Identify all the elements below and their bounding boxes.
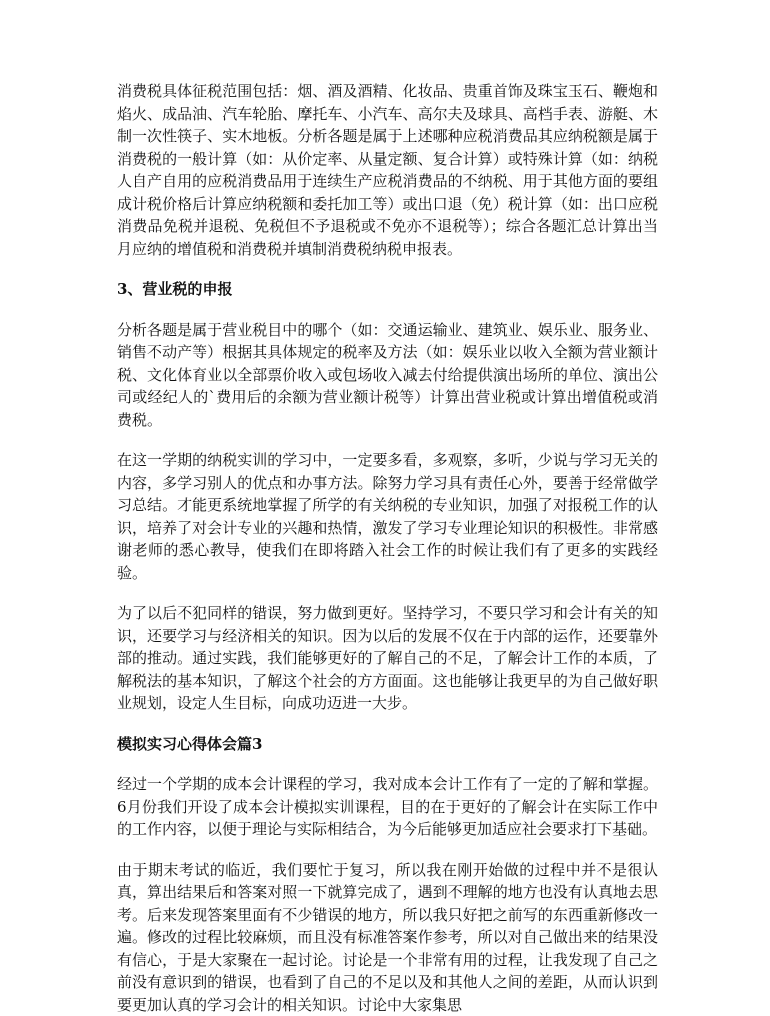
paragraph-exam-review-discussion: 由于期末考试的临近，我们要忙于复习，所以我在刚开始做的过程中并不是很认真，算出结果后和答案对照一下就算完成了，遇到不理解的地方也没有认真地去思考。后来发现答案里面有不少错误的地方，所以我只好把之前写的东西重新修改一遍。修改的过程比较麻烦，而且没有标准答案作参考，所以对自己做出来的结果没有信心，于是大家聚在一起讨论。讨论是一个非常有用的过程，让我发现了自己之前没有意识到的错误，也看到了自己的不足以及和其他人之间的差距，从而认识到要更加认真的学习会计的相关知识。讨论中大家集思 (117, 859, 658, 1016)
heading-business-tax-declaration: 3、营业税的申报 (117, 278, 658, 301)
heading-internship-reflection-3: 模拟实习心得体会篇3 (117, 733, 658, 756)
paragraph-consumption-tax-scope: 消费税具体征税范围包括：烟、酒及酒精、化妆品、贵重首饰及珠宝玉石、鞭炮和焰火、成品油、汽车轮胎、摩托车、小汽车、高尔夫及球具、高档手表、游艇、木制一次性筷子、实木地板。分析各题是属于上述哪种应税消费品其应纳税额是属于消费税的一般计算（如：从价定率、从量定额、复合计算）或特殊计算（如：纳税人自产自用的应税消费品用于连续生产应税消费品的不纳税、用于其他方面的要组成计税价格后计算应纳税额和委托加工等）或出口退（免）税计算（如：出口应税消费品免税并退税、免税但不予退税或不免亦不退税等）；综合各题汇总计算出当月应纳的增值税和消费税并填制消费税纳税申报表。 (117, 80, 658, 260)
paragraph-cost-accounting-course: 经过一个学期的成本会计课程的学习，我对成本会计工作有了一定的了解和掌握。6月份我们开设了成本会计模拟实训课程，目的在于更好的了解会计在实际工作中的工作内容，以便于理论与实际相结合，为今后能够更加适应社会要求打下基础。 (117, 773, 658, 841)
paragraph-future-learning: 为了以后不犯同样的错误，努力做到更好。坚持学习，不要只学习和会计有关的知识，还要学习与经济相关的知识。因为以后的发展不仅在于内部的运作，还要靠外部的推动。通过实践，我们能够更好的了解自己的不足，了解会计工作的本质，了解税法的基本知识，了解这个社会的方方面面。这也能够让我更早的为自己做好职业规划，设定人生目标，向成功迈进一大步。 (117, 602, 658, 715)
paragraph-tax-training-reflection: 在这一学期的纳税实训的学习中，一定要多看，多观察，多听，少说与学习无关的内容，多学习别人的优点和办事方法。除努力学习具有责任心外，要善于经常做学习总结。才能更系统地掌握了所学的有关纳税的专业知识，加强了对报税工作的认识，培养了对会计专业的兴趣和热情，激发了学习专业理论知识的积极性。非常感谢老师的悉心教导，使我们在即将踏入社会工作的时候让我们有了更多的实践经验。 (117, 449, 658, 584)
paragraph-business-tax-analysis: 分析各题是属于营业税目中的哪个（如：交通运输业、建筑业、娱乐业、服务业、销售不动产等）根据其具体规定的税率及方法（如：娱乐业以收入全额为营业额计税、文化体育业以全部票价收入或包场收入减去付给提供演出场所的单位、演出公司或经纪人的`费用后的余额为营业额计税等）计算出营业税或计算出增值税或消费税。 (117, 319, 658, 432)
